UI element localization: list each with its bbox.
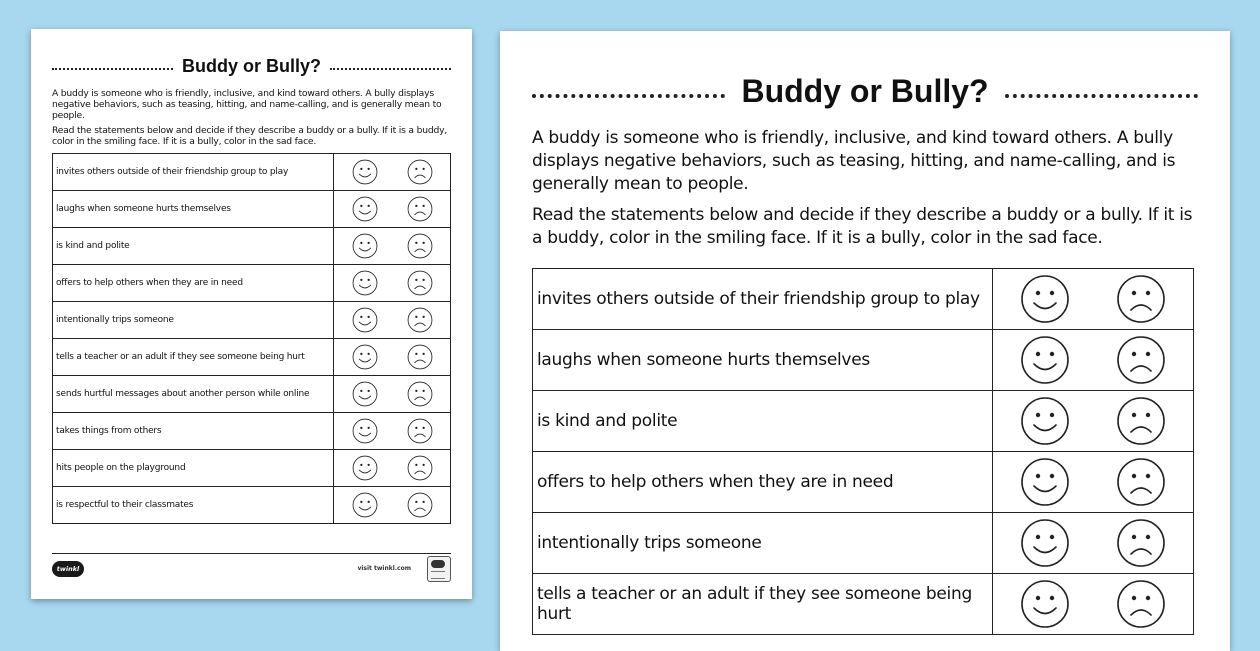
dotted-rule-right	[330, 68, 451, 70]
sad-face-icon[interactable]	[1116, 518, 1166, 568]
smiling-face-icon[interactable]	[352, 381, 378, 407]
table-row	[533, 330, 1194, 391]
table-row	[53, 450, 451, 487]
smiling-face-icon[interactable]	[352, 307, 378, 333]
sad-face-icon[interactable]	[407, 233, 433, 259]
table-row	[533, 574, 1194, 635]
table-row	[53, 413, 451, 450]
intro-paragraph: A buddy is someone who is friendly, inclusive, and kind toward others. A bully displays negative behaviors, such as teasing, hitting, and name-calling, and is generally mean to people.	[532, 128, 1176, 194]
statement-cell: takes things from others	[53, 413, 334, 450]
smiling-face-icon[interactable]	[352, 159, 378, 185]
faces-cell	[334, 228, 451, 265]
worksheet-header	[52, 55, 451, 77]
faces-cell	[993, 513, 1194, 574]
faces-cell	[993, 269, 1194, 330]
statement-cell: offers to help others when they are in need	[533, 452, 993, 513]
faces-cell	[334, 413, 451, 450]
worksheet-footer	[52, 553, 451, 584]
statement-cell: intentionally trips someone	[53, 302, 334, 339]
statement-cell: invites others outside of their friendship group to play	[533, 269, 993, 330]
smiling-face-icon[interactable]	[352, 196, 378, 222]
smiling-face-icon[interactable]	[352, 455, 378, 481]
worksheet-thumbnail[interactable]	[31, 29, 472, 599]
smiling-face-icon[interactable]	[352, 344, 378, 370]
instructions-paragraph: Read the statements below and decide if they describe a buddy or a bully. If it is a buddy, color in the smiling face. If it is a bully, color in the sad face.	[532, 205, 1193, 248]
table-row	[53, 265, 451, 302]
visit-link[interactable]: visit twinkl.com	[357, 565, 411, 572]
statement-cell: laughs when someone hurts themselves	[533, 330, 993, 391]
intro-paragraph: A buddy is someone who is friendly, inclusive, and kind toward others. A bully displays negative behaviors, such as teasing, hitting, and name-calling, and is generally mean to people.	[52, 88, 442, 121]
statement-cell: is kind and polite	[53, 228, 334, 265]
worksheet-zoomed	[500, 31, 1230, 651]
faces-cell	[334, 154, 451, 191]
table-row	[53, 154, 451, 191]
smiling-face-icon[interactable]	[352, 270, 378, 296]
dotted-rule-left	[532, 94, 725, 98]
faces-cell	[334, 376, 451, 413]
table-row	[53, 339, 451, 376]
smiling-face-icon[interactable]	[1020, 579, 1070, 629]
smiling-face-icon[interactable]	[352, 418, 378, 444]
faces-cell	[334, 302, 451, 339]
statement-cell: intentionally trips someone	[533, 513, 993, 574]
statements-table	[532, 268, 1194, 635]
quality-seal-icon	[427, 556, 451, 582]
table-row	[53, 376, 451, 413]
table-row	[533, 391, 1194, 452]
sad-face-icon[interactable]	[1116, 457, 1166, 507]
faces-cell	[334, 450, 451, 487]
statement-cell: tells a teacher or an adult if they see someone being hurt	[533, 574, 993, 635]
sad-face-icon[interactable]	[407, 344, 433, 370]
sad-face-icon[interactable]	[407, 159, 433, 185]
table-row	[533, 452, 1194, 513]
faces-cell	[334, 191, 451, 228]
sad-face-icon[interactable]	[1116, 579, 1166, 629]
statement-cell: hits people on the playground	[53, 450, 334, 487]
instructions-paragraph: Read the statements below and decide if they describe a buddy or a bully. If it is a buddy, color in the smiling face. If it is a bully, color in the sad face.	[52, 125, 448, 147]
faces-cell	[334, 339, 451, 376]
table-row	[53, 228, 451, 265]
sad-face-icon[interactable]	[1116, 396, 1166, 446]
table-row	[53, 302, 451, 339]
sad-face-icon[interactable]	[407, 492, 433, 518]
sad-face-icon[interactable]	[407, 418, 433, 444]
faces-cell	[993, 391, 1194, 452]
table-row	[53, 191, 451, 228]
table-row	[53, 487, 451, 524]
faces-cell	[334, 265, 451, 302]
sad-face-icon[interactable]	[407, 455, 433, 481]
smiling-face-icon[interactable]	[352, 233, 378, 259]
faces-cell	[993, 452, 1194, 513]
statement-cell: invites others outside of their friendship group to play	[53, 154, 334, 191]
smiling-face-icon[interactable]	[1020, 518, 1070, 568]
worksheet-header	[532, 71, 1198, 111]
sad-face-icon[interactable]	[1116, 335, 1166, 385]
dotted-rule-left	[52, 68, 173, 70]
statements-table	[52, 153, 451, 524]
table-row	[533, 269, 1194, 330]
sad-face-icon[interactable]	[407, 196, 433, 222]
smiling-face-icon[interactable]	[1020, 396, 1070, 446]
statement-cell: is respectful to their classmates	[53, 487, 334, 524]
sad-face-icon[interactable]	[1116, 274, 1166, 324]
smiling-face-icon[interactable]	[352, 492, 378, 518]
table-row	[533, 513, 1194, 574]
statement-cell: laughs when someone hurts themselves	[53, 191, 334, 228]
worksheet-title: Buddy or Bully?	[182, 55, 321, 76]
faces-cell	[334, 487, 451, 524]
statement-cell: tells a teacher or an adult if they see someone being hurt	[53, 339, 334, 376]
statement-cell: is kind and polite	[533, 391, 993, 452]
worksheet-title: Buddy or Bully?	[741, 72, 989, 109]
smiling-face-icon[interactable]	[1020, 335, 1070, 385]
smiling-face-icon[interactable]	[1020, 274, 1070, 324]
statement-cell: offers to help others when they are in need	[53, 265, 334, 302]
faces-cell	[993, 574, 1194, 635]
faces-cell	[993, 330, 1194, 391]
statement-cell: sends hurtful messages about another person while online	[53, 376, 334, 413]
sad-face-icon[interactable]	[407, 307, 433, 333]
sad-face-icon[interactable]	[407, 381, 433, 407]
sad-face-icon[interactable]	[407, 270, 433, 296]
smiling-face-icon[interactable]	[1020, 457, 1070, 507]
twinkl-logo: twinkl	[52, 561, 84, 577]
dotted-rule-right	[1005, 94, 1198, 98]
